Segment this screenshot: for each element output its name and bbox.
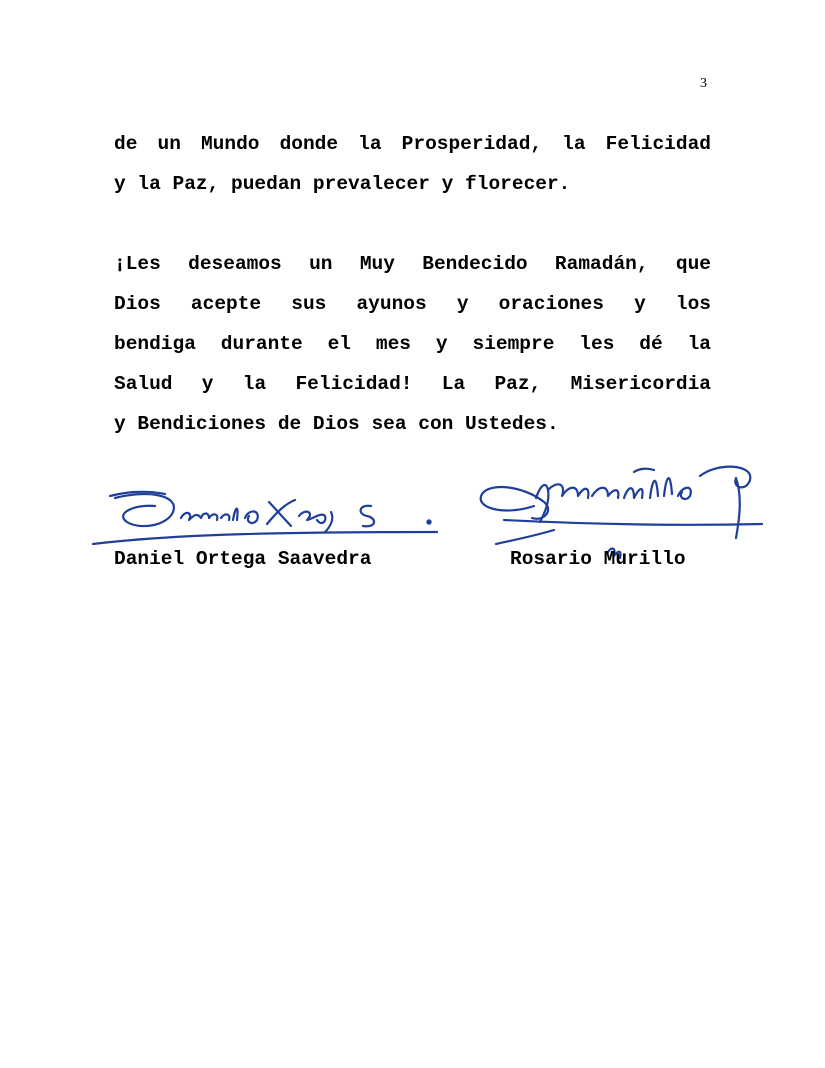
paragraph-1 bbox=[114, 124, 711, 204]
paragraph-2 bbox=[114, 244, 711, 444]
paragraph-line: y Bendiciones de Dios sea con Ustedes. bbox=[114, 413, 559, 435]
paragraph-line: y la Paz, puedan prevalecer y florecer. bbox=[114, 173, 571, 195]
paragraph-line: bendiga durante el mes y siempre les dé la bbox=[114, 333, 711, 355]
signatory-name-right: Rosario Murillo bbox=[510, 548, 686, 570]
page-number: 3 bbox=[700, 76, 707, 91]
signature-daniel-ortega bbox=[85, 482, 445, 552]
paragraph-line: de un Mundo donde la Prosperidad, la Felicidad bbox=[114, 133, 711, 155]
paragraph-line: Salud y la Felicidad! La Paz, Misericordia bbox=[114, 373, 711, 395]
signatory-name-left: Daniel Ortega Saavedra bbox=[114, 548, 372, 570]
paragraph-line: ¡Les deseamos un Muy Bendecido Ramadán, que bbox=[114, 253, 711, 275]
paragraph-line: Dios acepte sus ayunos y oraciones y los bbox=[114, 293, 711, 315]
